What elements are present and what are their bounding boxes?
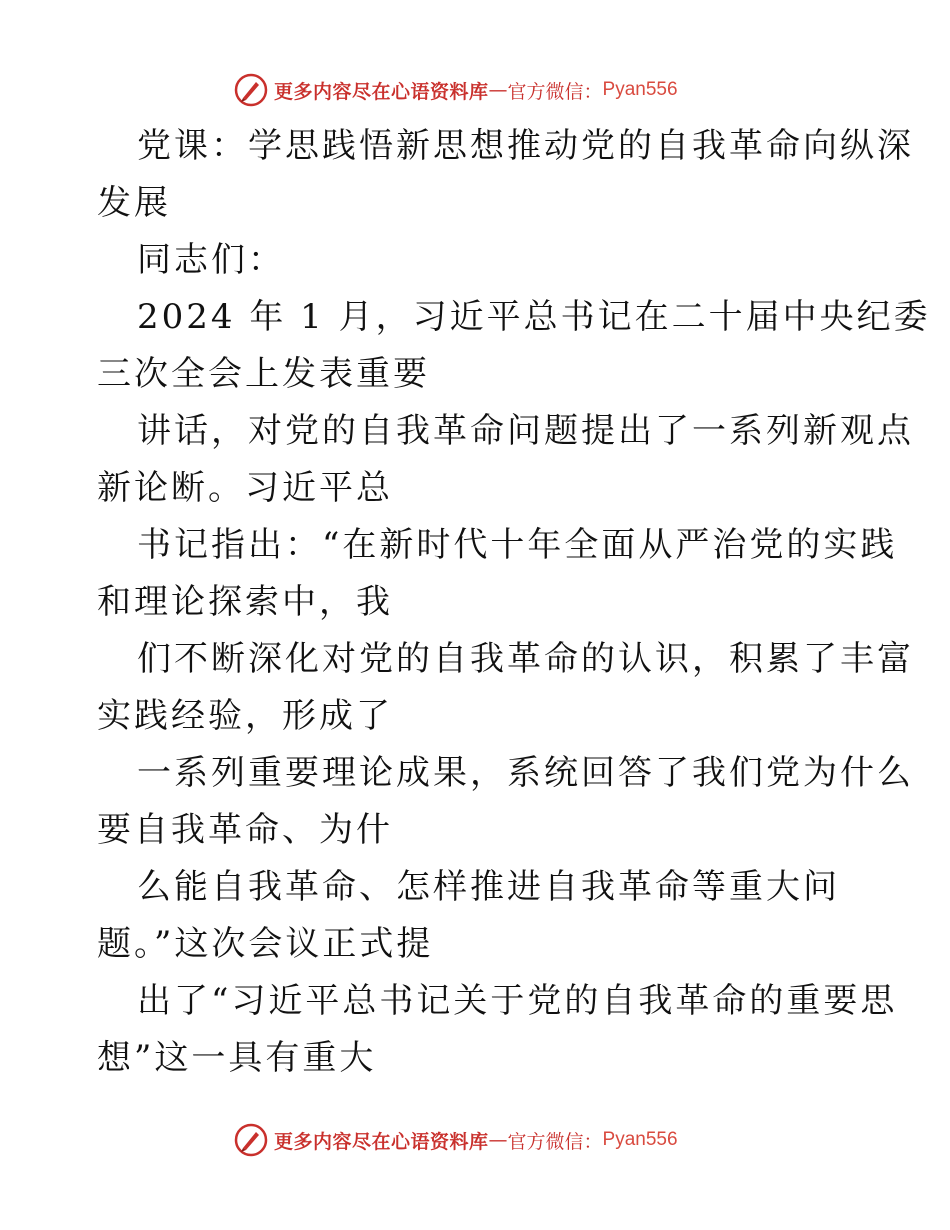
doc-title-line-1: 党课：学思践悟新思想推动党的自我革命向纵深 [137, 126, 914, 166]
footer-wechat-id: Pyan556 [602, 1129, 678, 1150]
doc-line: 2024 年 1 月，习近平总书记在二十届中央纪委 [137, 297, 931, 337]
footer-separator: — [488, 1129, 508, 1151]
header-wechat-label: 官方微信： [507, 80, 603, 103]
header-separator: — [488, 79, 508, 101]
document-body [97, 118, 931, 1087]
doc-line: 三次全会上发表重要 [97, 354, 430, 394]
doc-line: 么能自我革命、怎样推进自我革命等重大问 [137, 867, 840, 907]
quill-pen-logo-icon [234, 73, 268, 107]
header-banner [234, 72, 678, 108]
header-wechat-id: Pyan556 [602, 79, 678, 100]
quill-pen-logo-icon [234, 1123, 268, 1157]
doc-salutation: 同志们： [137, 240, 285, 280]
doc-line: 和理论探索中，我 [97, 582, 393, 622]
doc-line: 题。”这次会议正式提 [97, 924, 434, 964]
footer-brand-text: 更多内容尽在心语资料库 [274, 1130, 489, 1153]
doc-line: 书记指出：“在新时代十年全面从严治党的实践 [137, 525, 898, 565]
doc-line: 出了“习近平总书记关于党的自我革命的重要思 [137, 981, 898, 1021]
doc-line: 们不断深化对党的自我革命的认识，积累了丰富 [137, 639, 914, 679]
doc-line: 讲话，对党的自我革命问题提出了一系列新观点 [137, 411, 914, 451]
doc-line: 一系列重要理论成果，系统回答了我们党为什么 [137, 753, 914, 793]
doc-line: 想”这一具有重大 [97, 1038, 377, 1078]
doc-line: 要自我革命、为什 [97, 810, 393, 850]
doc-line: 实践经验，形成了 [97, 696, 393, 736]
doc-line: 新论断。习近平总 [97, 468, 393, 508]
doc-title-line-2: 发展 [97, 183, 171, 223]
footer-wechat-label: 官方微信： [507, 1130, 603, 1153]
header-brand-text: 更多内容尽在心语资料库 [274, 80, 489, 103]
footer-banner [234, 1122, 678, 1158]
